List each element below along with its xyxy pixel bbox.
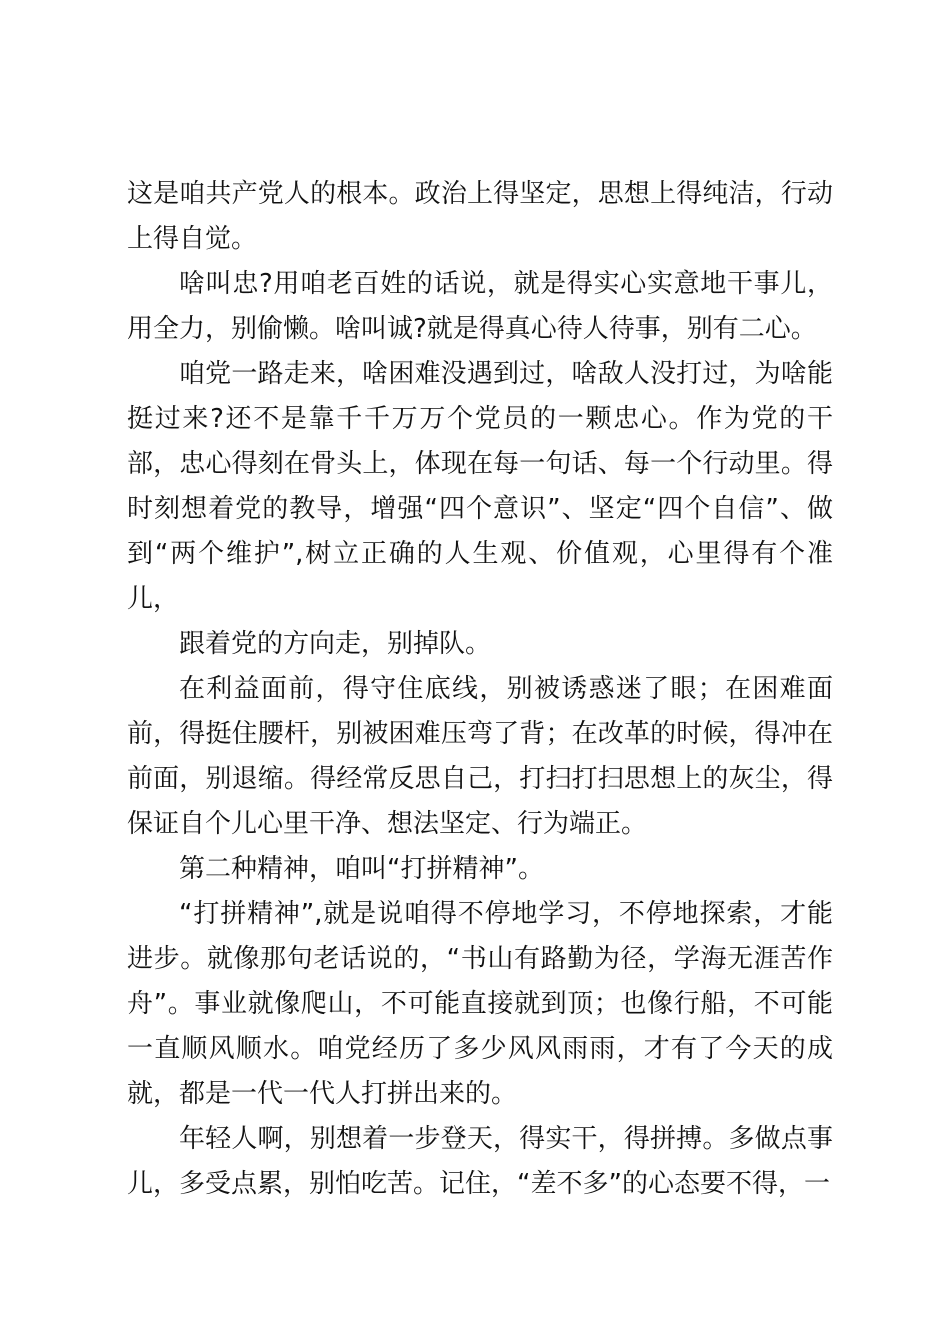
paragraph-7: “打拼精神”,就是说咱得不停地学习，不停地探索，才能进步。就像那句老话说的，“书山有路勤为径，学海无涯苦作舟”。事业就像爬山，不可能直接就到顶；也像行船，不可能一直顺风顺水。咱党经历了多少风风雨雨，才有了今天的成就，都是一代一代人打拼出来的。 — [127, 899, 833, 1109]
paragraph-2: 啥叫忠?用咱老百姓的话说，就是得实心实意地干事儿，用全力，别偷懒。啥叫诚?就是得真心待人待事，别有二心。 — [127, 269, 833, 344]
paragraph-1: 这是咱共产党人的根本。政治上得坚定，思想上得纯洁，行动上得自觉。 — [127, 179, 833, 254]
paragraph-3: 咱党一路走来，啥困难没遇到过，啥敌人没打过，为啥能挺过来?还不是靠千千万万个党员的一颗忠心。作为党的干部，忠心得刻在骨头上，体现在每一句话、每一个行动里。得时刻想着党的教导，增强“四个意识”、坚定“四个自信”、做到“两个维护”,树立正确的人生观、价值观，心里得有个准儿， — [127, 359, 833, 614]
paragraph-5: 在利益面前，得守住底线，别被诱惑迷了眼；在困难面前，得挺住腰杆，别被困难压弯了背；在改革的时候，得冲在前面，别退缩。得经常反思自己，打扫打扫思想上的灰尘，得保证自个儿心里干净、想法坚定、行为端正。 — [127, 674, 833, 839]
paragraph-6: 第二种精神，咱叫“打拼精神”。 — [179, 854, 544, 884]
paragraph-4: 跟着党的方向走，别掉队。 — [179, 629, 492, 659]
body-text — [127, 172, 833, 1207]
paragraph-8: 年轻人啊，别想着一步登天，得实干，得拼搏。多做点事儿，多受点累，别怕吃苦。记住，“差不多”的心态要不得，一 — [127, 1124, 833, 1199]
